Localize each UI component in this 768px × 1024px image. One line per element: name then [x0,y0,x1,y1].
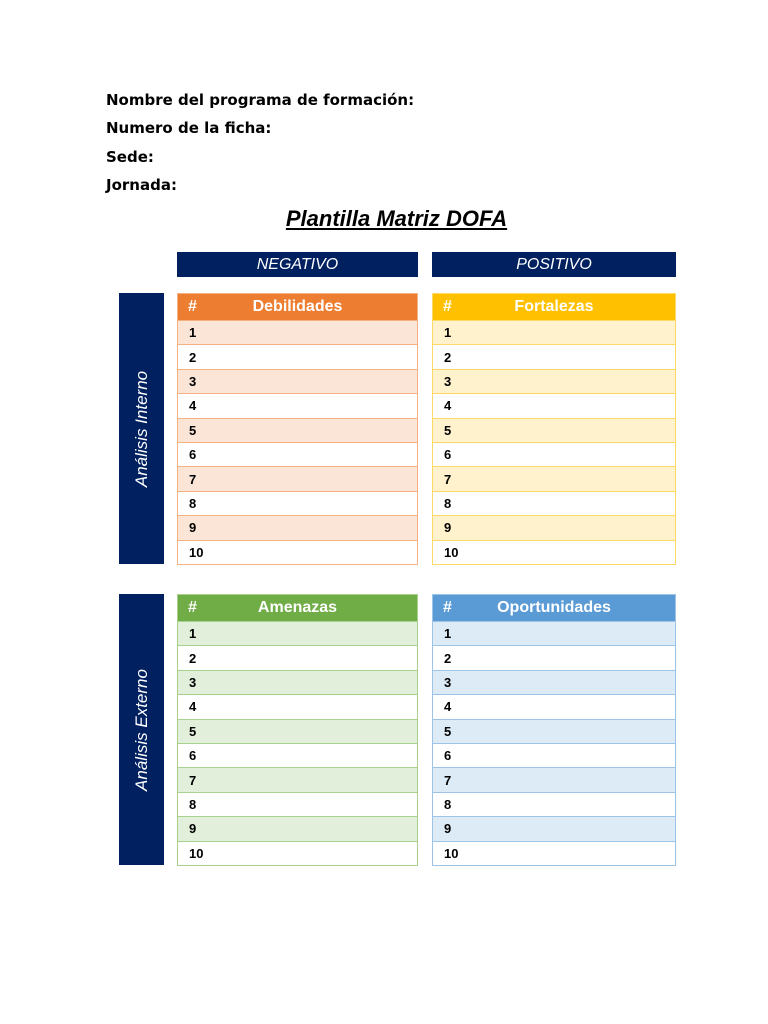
row-number: 7 [189,471,197,487]
sede-label: Sede: [106,148,154,166]
row-number: 1 [189,325,197,341]
internal-analysis-band [119,293,164,564]
amenazas-row[interactable] [178,670,417,694]
fortalezas-row[interactable] [433,515,675,539]
row-number: 1 [444,325,452,341]
negative-column-header: NEGATIVO [177,252,418,277]
fortalezas-row[interactable] [433,320,675,344]
row-number: 5 [444,422,452,438]
row-number: 5 [189,723,197,739]
row-number: 6 [444,748,452,764]
oportunidades-row[interactable] [433,694,675,718]
oportunidades-row[interactable] [433,841,675,865]
page-title: Plantilla Matriz DOFA [285,206,508,231]
row-number: 6 [444,447,452,463]
hash-label: # [188,298,197,315]
debilidades-header [178,294,417,320]
row-number: 9 [189,520,197,536]
amenazas-row[interactable] [178,767,417,791]
program-name-label: Nombre del programa de formación: [106,91,415,109]
debilidades-row[interactable] [178,466,417,490]
debilidades-row[interactable] [178,442,417,466]
amenazas-row[interactable] [178,645,417,669]
row-number: 6 [189,447,197,463]
fortalezas-row[interactable] [433,369,675,393]
hash-label: # [443,298,452,315]
debilidades-row[interactable] [178,369,417,393]
ficha-number-label: Numero de la ficha: [106,119,272,137]
row-number: 4 [444,699,452,715]
row-number: 8 [189,796,197,812]
row-number: 9 [444,821,452,837]
fortalezas-header [433,294,675,320]
fortalezas-row[interactable] [433,418,675,442]
amenazas-row[interactable] [178,841,417,865]
debilidades-row[interactable] [178,515,417,539]
external-analysis-label: Análisis Externo [131,668,151,791]
amenazas-row[interactable] [178,743,417,767]
row-number: 10 [189,544,204,560]
row-number: 8 [189,495,197,511]
fortalezas-row[interactable] [433,393,675,417]
amenazas-row[interactable] [178,792,417,816]
row-number: 5 [189,422,197,438]
oportunidades-row[interactable] [433,792,675,816]
row-number: 6 [189,748,197,764]
row-number: 7 [189,772,197,788]
oportunidades-row[interactable] [433,719,675,743]
oportunidades-row[interactable] [433,621,675,645]
row-number: 3 [444,373,452,389]
debilidades-table [177,293,418,565]
oportunidades-row[interactable] [433,645,675,669]
fortalezas-title: Fortalezas [514,298,594,315]
row-number: 3 [189,674,197,690]
row-number: 2 [189,349,197,365]
amenazas-row[interactable] [178,719,417,743]
amenazas-table [177,594,418,866]
row-number: 5 [444,723,452,739]
debilidades-row[interactable] [178,540,417,564]
debilidades-title: Debilidades [252,298,343,315]
row-number: 9 [189,821,197,837]
fortalezas-row[interactable] [433,466,675,490]
debilidades-row[interactable] [178,320,417,344]
fortalezas-table [432,293,676,565]
amenazas-title: Amenazas [257,599,338,616]
row-number: 4 [189,699,197,715]
fortalezas-row[interactable] [433,442,675,466]
row-number: 1 [444,626,452,642]
oportunidades-row[interactable] [433,816,675,840]
oportunidades-header [433,595,675,621]
amenazas-row[interactable] [178,621,417,645]
row-number: 4 [189,398,197,414]
debilidades-row[interactable] [178,393,417,417]
fortalezas-row[interactable] [433,540,675,564]
oportunidades-row[interactable] [433,743,675,767]
hash-label: # [443,599,452,616]
debilidades-row[interactable] [178,491,417,515]
oportunidades-title: Oportunidades [497,599,611,616]
row-number: 8 [444,796,452,812]
row-number: 2 [189,650,197,666]
jornada-label: Jornada: [106,176,177,194]
fortalezas-row[interactable] [433,491,675,515]
oportunidades-table [432,594,676,866]
external-analysis-band [119,594,164,865]
fortalezas-row[interactable] [433,344,675,368]
debilidades-row[interactable] [178,344,417,368]
amenazas-header [178,595,417,621]
amenazas-row[interactable] [178,694,417,718]
row-number: 9 [444,520,452,536]
internal-analysis-label: Análisis Interno [131,370,151,487]
debilidades-row[interactable] [178,418,417,442]
row-number: 10 [189,845,204,861]
row-number: 10 [444,845,459,861]
row-number: 2 [444,650,452,666]
row-number: 1 [189,626,197,642]
row-number: 2 [444,349,452,365]
oportunidades-row[interactable] [433,670,675,694]
positive-column-header: POSITIVO [432,252,676,277]
row-number: 7 [444,471,452,487]
amenazas-row[interactable] [178,816,417,840]
hash-label: # [188,599,197,616]
row-number: 8 [444,495,452,511]
row-number: 3 [189,373,197,389]
row-number: 7 [444,772,452,788]
row-number: 4 [444,398,452,414]
oportunidades-row[interactable] [433,767,675,791]
row-number: 10 [444,544,459,560]
row-number: 3 [444,674,452,690]
